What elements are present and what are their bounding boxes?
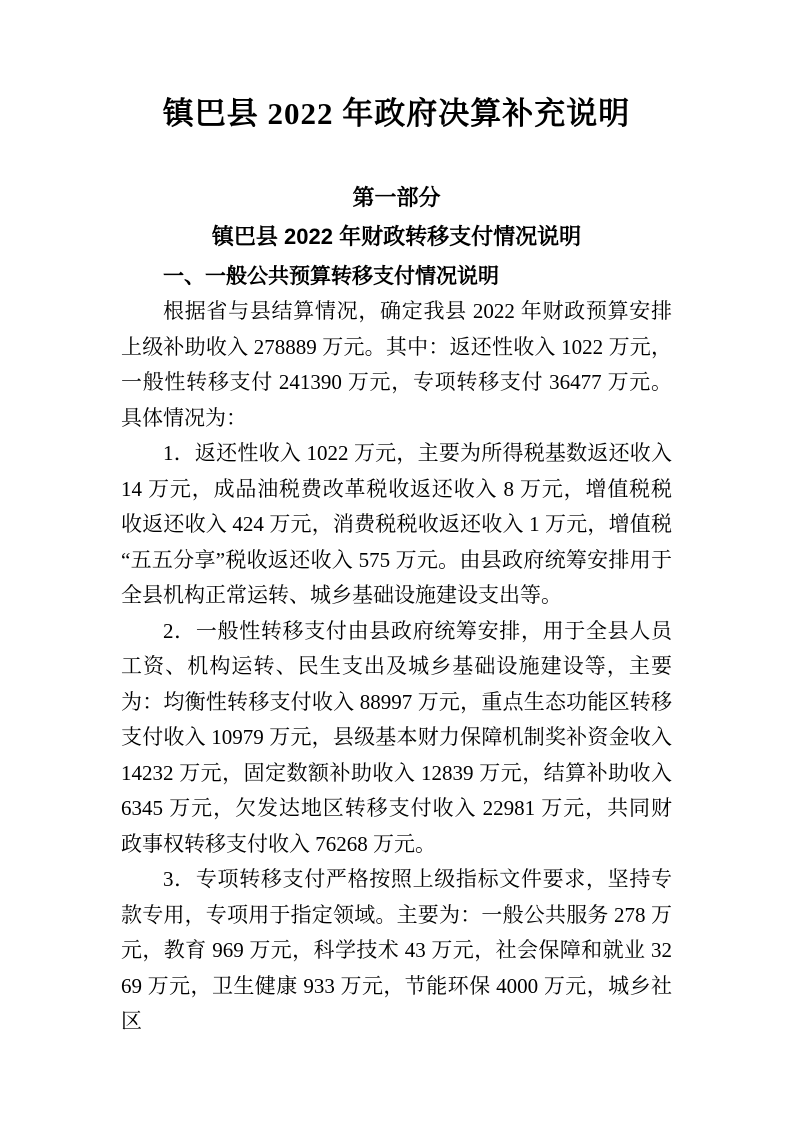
part-heading: 第一部分 bbox=[352, 185, 441, 210]
part-subtitle: 镇巴县 2022 年财政转移支付情况说明 bbox=[211, 224, 582, 249]
section-heading: 一、一般公共预算转移支付情况说明 bbox=[163, 264, 499, 288]
paragraph-item-3-special-transfer: 3．专项转移支付严格按照上级指标文件要求，坚持专款专用，专项用于指定领域。主要为：一般公共服务 278 万元，教育 969 万元，科学技术 43 万元，社会保障和就业 3269 万元，卫生健康 933 万元，节能环保 4000 万元，城乡社区 bbox=[121, 867, 672, 1033]
doc-title: 镇巴县 2022 年政府决算补充说明 bbox=[162, 96, 631, 131]
paragraph-item-2-general-transfer: 2．一般性转移支付由县政府统筹安排，用于全县人员工资、机构运转、民生支出及城乡基础设施建设等，主要为：均衡性转移支付收入 88997 万元，重点生态功能区转移支付收入 10979 万元，县级基本财力保障机制奖补资金收入 14232 万元，固定数额补助收入 12839 万元，结算补助收入 6345 万元，欠发达地区转移支付收入 22981 万元，共同财政事权转移支付收入 76268 万元。 bbox=[121, 618, 672, 856]
paragraph-overview: 根据省与县结算情况，确定我县 2022 年财政预算安排上级补助收入 278889 万元。其中：返还性收入 1022 万元，一般性转移支付 241390 万元，专项转移支付 36477 万元。具体情况为： bbox=[121, 299, 672, 430]
paragraph-item-1-tax-rebate: 1．返还性收入 1022 万元，主要为所得税基数返还收入 14 万元，成品油税费改革税收返还收入 8 万元，增值税税收返还收入 424 万元，消费税税收返还收入 1 万元，增值税“五五分享”税收返还收入 575 万元。由县政府统筹安排用于全县机构正常运转、城乡基础设施建设支出等。 bbox=[121, 441, 672, 607]
